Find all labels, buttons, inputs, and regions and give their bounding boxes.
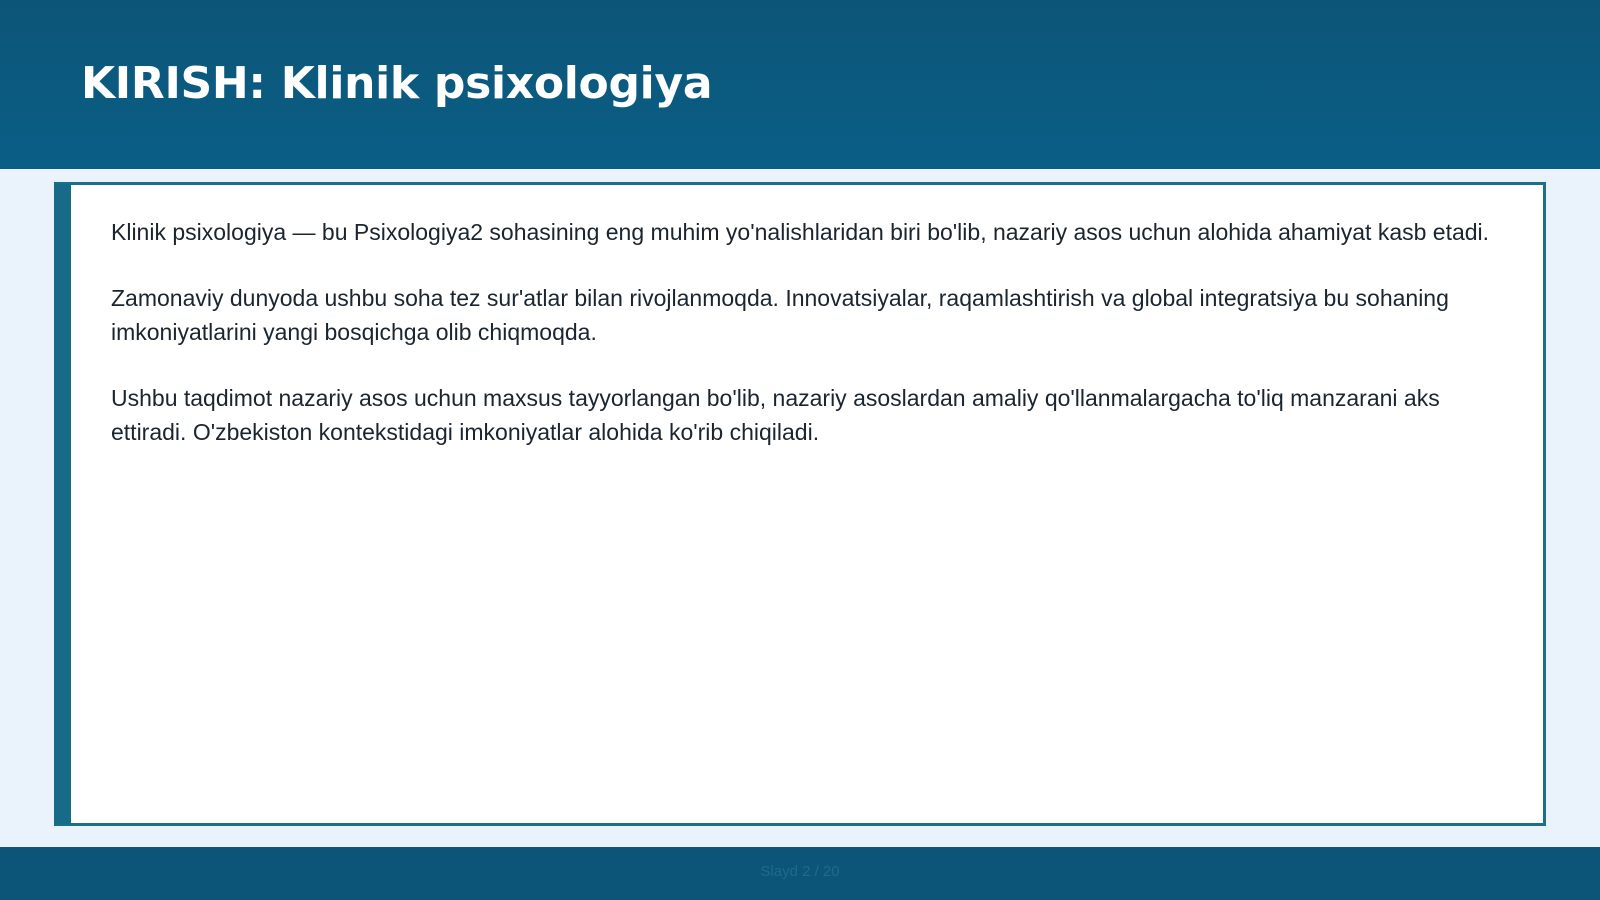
paragraph-modern-world: Zamonaviy dunyoda ushbu soha tez sur'atlar bilan rivojlanmoqda. Innovatsiyalar, raqamlashtirish va global integratsiya bu sohaning imkoniyatlarini yangi bosqichga olib chiqmoqda. — [111, 285, 1449, 345]
slide-footer — [0, 847, 1600, 900]
paragraph-intro: Klinik psixologiya — bu Psixologiya2 sohasining eng muhim yo'nalishlaridan biri bo'lib, nazariy asos uchun alohida ahamiyat kasb etadi. — [111, 219, 1490, 245]
slide-title: KIRISH: Klinik psixologiya — [81, 58, 713, 109]
slide-number: Slayd 2 / 20 — [760, 863, 840, 880]
paragraph-presentation-purpose: Ushbu taqdimot nazariy asos uchun maxsus tayyorlangan bo'lib, nazariy asoslardan amaliy qo'llanmalargacha to'liq manzarani aks ettiradi. O'zbekiston kontekstidagi imkoniyatlar alohida ko'rib chiqiladi. — [111, 385, 1440, 445]
slide-header — [0, 0, 1600, 169]
content-card — [54, 182, 1546, 826]
content-body — [111, 215, 1511, 481]
